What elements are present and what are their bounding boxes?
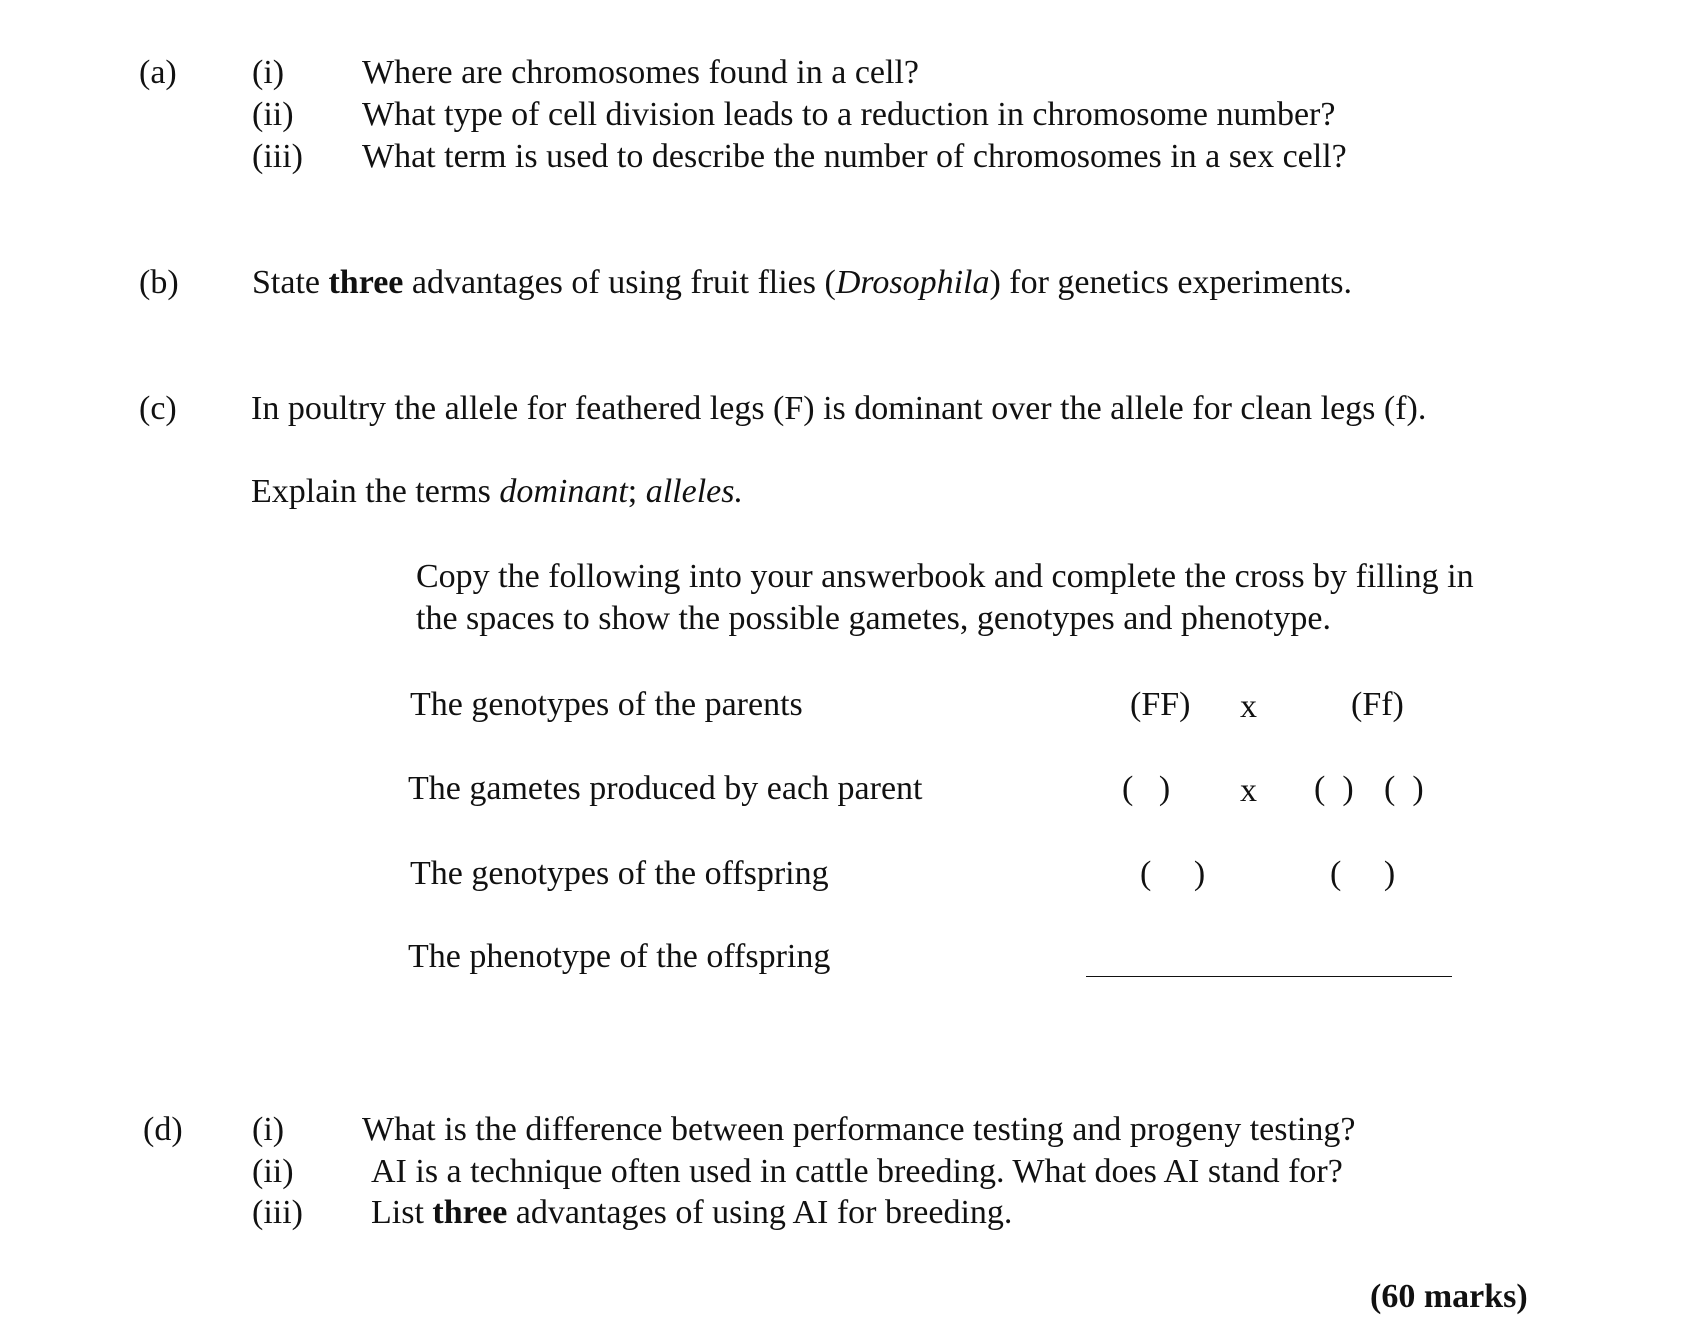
- part-d-iii-text-before: List: [371, 1194, 433, 1231]
- cross-offspring-genotypes-label: The genotypes of the offspring: [410, 855, 829, 892]
- part-b-text-middle: advantages of using fruit flies (: [403, 264, 836, 301]
- part-b-text-after: ) for genetics experiments.: [989, 264, 1352, 301]
- cross-gametes-label: The gametes produced by each parent: [408, 770, 923, 807]
- part-d-i-question: What is the difference between performance testing and progeny testing?: [362, 1111, 1356, 1148]
- total-marks: (60 marks): [1370, 1278, 1528, 1315]
- part-c-separator: ;: [627, 473, 646, 510]
- part-a-iii-number: (iii): [252, 138, 303, 175]
- part-b-question: [252, 266, 1352, 300]
- part-c-term-alleles: alleles.: [645, 473, 743, 510]
- cross-offspring-blank-1: ( ): [1140, 855, 1206, 892]
- part-d-ii-number: (ii): [252, 1153, 294, 1190]
- cross-parent1-genotype: (FF): [1130, 686, 1191, 723]
- cross-gamete-blank-3: ( ): [1384, 770, 1424, 807]
- part-b-label: (b): [139, 264, 179, 301]
- part-a-ii-number: (ii): [252, 96, 294, 133]
- part-d-i-number: (i): [252, 1111, 285, 1148]
- part-c-instruction-line1: Copy the following into your answerbook and complete the cross by filling in: [416, 558, 1474, 595]
- part-a-label: (a): [139, 54, 177, 91]
- cross-symbol-parents: x: [1240, 688, 1257, 725]
- part-a-iii-question: What term is used to describe the number of chromosomes in a sex cell?: [362, 138, 1347, 175]
- cross-phenotype-label: The phenotype of the offspring: [408, 938, 831, 975]
- cross-symbol-gametes: x: [1240, 772, 1257, 809]
- part-c-label: (c): [139, 390, 177, 427]
- part-b-italic-drosophila: Drosophila: [835, 264, 990, 301]
- cross-parents-label: The genotypes of the parents: [410, 686, 803, 723]
- part-d-iii-number: (iii): [252, 1194, 303, 1231]
- part-c-statement: In poultry the allele for feathered legs (F) is dominant over the allele for clean legs (f).: [251, 390, 1427, 427]
- cross-phenotype-answer-line: [1086, 976, 1452, 977]
- part-d-iii-bold-three: three: [432, 1194, 508, 1231]
- cross-offspring-blank-2: ( ): [1330, 855, 1396, 892]
- part-a-i-number: (i): [252, 54, 285, 91]
- cross-gamete-blank-1: ( ): [1122, 770, 1171, 807]
- part-b-text-before: State: [252, 264, 329, 301]
- part-c-instruction-line2: the spaces to show the possible gametes, genotypes and phenotype.: [416, 600, 1331, 637]
- part-b-bold-three: three: [328, 264, 404, 301]
- part-a-ii-question: What type of cell division leads to a reduction in chromosome number?: [362, 96, 1336, 133]
- part-c-explain: [251, 475, 743, 509]
- part-c-explain-prefix: Explain the terms: [251, 473, 500, 510]
- part-d-label: (d): [143, 1111, 183, 1148]
- cross-gamete-blank-2: ( ): [1314, 770, 1354, 807]
- part-d-iii-text-after: advantages of using AI for breeding.: [507, 1194, 1013, 1231]
- part-d-ii-question: AI is a technique often used in cattle breeding. What does AI stand for?: [371, 1153, 1343, 1190]
- part-c-term-dominant: dominant: [499, 473, 628, 510]
- cross-parent2-genotype: (Ff): [1351, 686, 1404, 723]
- part-d-iii-question: [371, 1196, 1012, 1230]
- part-a-i-question: Where are chromosomes found in a cell?: [362, 54, 919, 91]
